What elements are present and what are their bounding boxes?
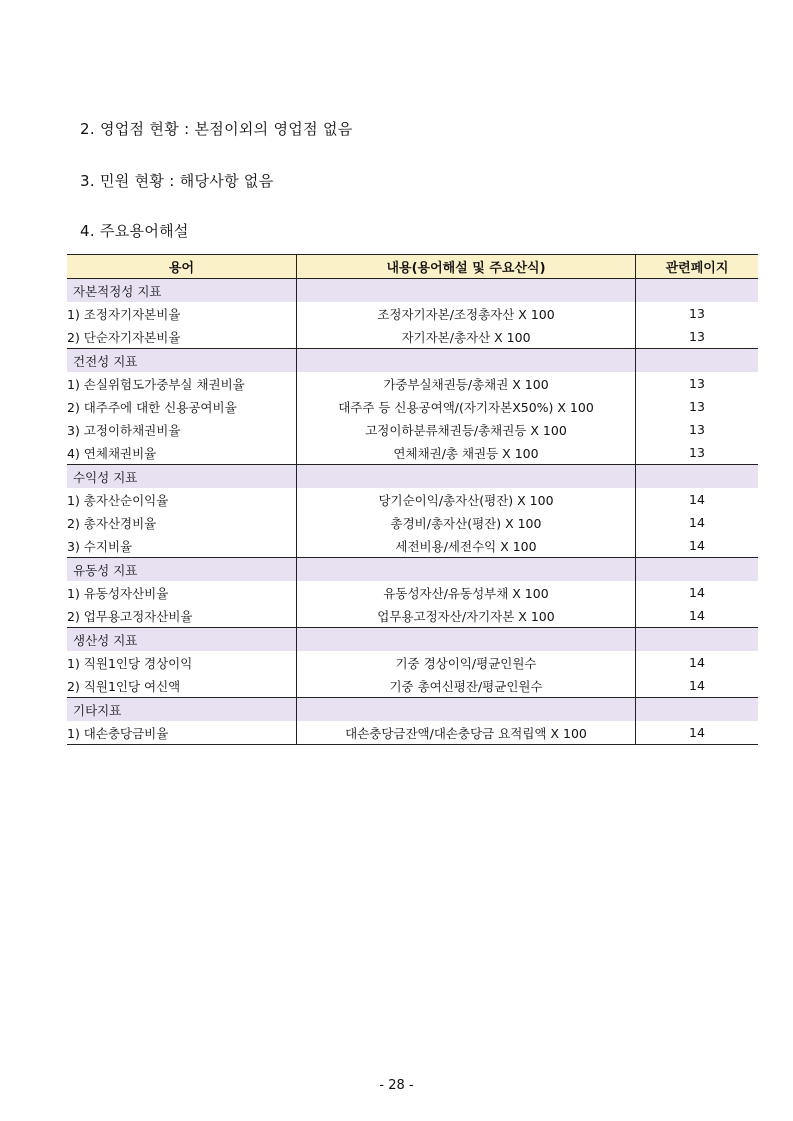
category-row [67, 628, 758, 652]
term-cell: 2) 단순자기자본비율 [67, 325, 297, 349]
definition-cell: 가중부실채권등/총채권 X 100 [297, 372, 636, 395]
category-row [67, 558, 758, 582]
header-definition: 내용(용어해설 및 주요산식) [297, 255, 636, 279]
definition-cell: 유동성자산/유동성부채 X 100 [297, 581, 636, 604]
category-label: 생산성 지표 [67, 628, 297, 652]
table-row [67, 581, 758, 604]
category-label: 건전성 지표 [67, 349, 297, 373]
header-term: 용어 [67, 255, 297, 279]
category-row [67, 349, 758, 373]
term-cell: 3) 고정이하채권비율 [67, 418, 297, 441]
empty-cell [297, 349, 636, 373]
table-body [67, 279, 758, 745]
empty-cell [636, 279, 759, 303]
term-cell: 4) 연체채권비율 [67, 441, 297, 465]
term-cell: 3) 수지비율 [67, 534, 297, 558]
term-cell: 1) 손실위험도가중부실 채권비율 [67, 372, 297, 395]
category-label: 자본적정성 지표 [67, 279, 297, 303]
empty-cell [297, 698, 636, 722]
section-heading-branches: 2. 영업점 현황 : 본점이외의 영업점 없음 [80, 120, 353, 138]
category-label: 수익성 지표 [67, 465, 297, 489]
definition-cell: 고정이하분류채권등/총채권등 X 100 [297, 418, 636, 441]
glossary-table [67, 254, 758, 745]
empty-cell [636, 558, 759, 582]
table-row [67, 534, 758, 558]
table-row [67, 372, 758, 395]
empty-cell [297, 279, 636, 303]
definition-cell: 당기순이익/총자산(평잔) X 100 [297, 488, 636, 511]
empty-cell [636, 628, 759, 652]
empty-cell [636, 465, 759, 489]
page-number: - 28 - [379, 1078, 414, 1093]
empty-cell [297, 558, 636, 582]
header-page: 관련페이지 [636, 255, 759, 279]
definition-cell: 대손충당금잔액/대손충당금 요적립액 X 100 [297, 721, 636, 745]
term-cell: 2) 업무용고정자산비율 [67, 604, 297, 628]
term-cell: 1) 총자산순이익율 [67, 488, 297, 511]
term-cell: 1) 유동성자산비율 [67, 581, 297, 604]
term-cell: 2) 대주주에 대한 신용공여비율 [67, 395, 297, 418]
page-cell: 13 [689, 445, 705, 460]
page-cell: 14 [689, 492, 705, 507]
table-row [67, 511, 758, 534]
table-row [67, 395, 758, 418]
page-cell: 14 [689, 608, 705, 623]
category-label: 유동성 지표 [67, 558, 297, 582]
table-row [67, 418, 758, 441]
definition-cell: 대주주 등 신용공여액/(자기자본X50%) X 100 [297, 395, 636, 418]
category-row [67, 698, 758, 722]
term-cell: 2) 총자산경비율 [67, 511, 297, 534]
empty-cell [636, 349, 759, 373]
table-row [67, 721, 758, 745]
table-header-row [67, 255, 758, 279]
page-cell: 13 [689, 399, 705, 414]
page-cell: 13 [689, 329, 705, 344]
definition-cell: 연체채권/총 채권등 X 100 [297, 441, 636, 465]
term-cell: 2) 직원1인당 여신액 [67, 674, 297, 698]
page-cell: 13 [689, 422, 705, 437]
section-heading-glossary: 4. 주요용어해설 [80, 222, 189, 240]
page-cell: 14 [689, 515, 705, 530]
definition-cell: 업무용고정자산/자기자본 X 100 [297, 604, 636, 628]
definition-cell: 자기자본/총자산 X 100 [297, 325, 636, 349]
page-cell: 14 [636, 721, 759, 745]
definition-cell: 기중 경상이익/평균인원수 [297, 651, 636, 674]
definition-cell: 총경비/총자산(평잔) X 100 [297, 511, 636, 534]
page-cell: 14 [689, 678, 705, 693]
table-row [67, 604, 758, 628]
empty-cell [636, 698, 759, 722]
category-row [67, 279, 758, 303]
empty-cell [297, 628, 636, 652]
page-cell: 14 [689, 538, 705, 553]
section-heading-complaints: 3. 민원 현황 : 해당사항 없음 [80, 172, 274, 190]
term-cell: 1) 조정자기자본비율 [67, 302, 297, 325]
table-row [67, 674, 758, 698]
category-label: 기타지표 [67, 698, 297, 722]
definition-cell: 세전비용/세전수익 X 100 [297, 534, 636, 558]
definition-cell: 조정자기자본/조정총자산 X 100 [297, 302, 636, 325]
page-cell: 14 [689, 585, 705, 600]
page-cell: 13 [689, 306, 705, 321]
table-row [67, 651, 758, 674]
category-row [67, 465, 758, 489]
term-cell: 1) 대손충당금비율 [67, 721, 297, 745]
table-row [67, 488, 758, 511]
table-row [67, 302, 758, 325]
term-cell: 1) 직원1인당 경상이익 [67, 651, 297, 674]
table-row [67, 325, 758, 349]
page-cell: 13 [689, 376, 705, 391]
page-cell: 14 [689, 655, 705, 670]
empty-cell [297, 465, 636, 489]
table-row [67, 441, 758, 465]
definition-cell: 기중 총여신평잔/평균인원수 [297, 674, 636, 698]
